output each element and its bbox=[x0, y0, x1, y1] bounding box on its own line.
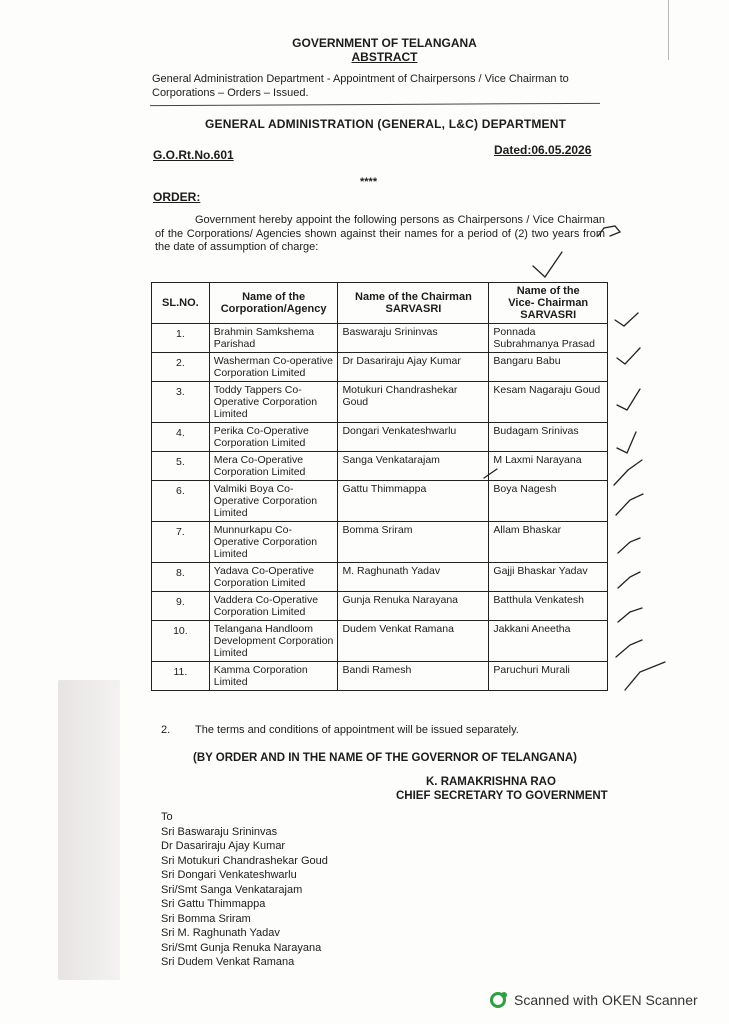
cell-slno: 5. bbox=[152, 452, 210, 481]
cell-vice-chairman: Gajji Bhaskar Yadav bbox=[489, 563, 608, 592]
recipient-list bbox=[161, 810, 328, 970]
government-heading: GOVERNMENT OF TELANGANA bbox=[292, 36, 477, 50]
cell-chairman: Dudem Venkat Ramana bbox=[338, 621, 489, 662]
cell-vice-chairman: Bangaru Babu bbox=[489, 353, 608, 382]
cell-slno: 6. bbox=[152, 481, 210, 522]
signatory-name: K. RAMAKRISHNA RAO bbox=[426, 776, 556, 788]
scan-smudge bbox=[58, 680, 120, 980]
table-row bbox=[152, 563, 608, 592]
cell-slno: 2. bbox=[152, 353, 210, 382]
cell-slno: 7. bbox=[152, 522, 210, 563]
table-row bbox=[152, 324, 608, 353]
cell-slno: 1. bbox=[152, 324, 210, 353]
header-chairman: Name of the Chairman SARVASRI bbox=[338, 283, 489, 324]
cell-vice-chairman: Boya Nagesh bbox=[489, 481, 608, 522]
cell-vice-chairman: Budagam Srinivas bbox=[489, 423, 608, 452]
tick-mark-icon bbox=[616, 640, 642, 657]
cell-chairman: Dr Dasariraju Ajay Kumar bbox=[338, 353, 489, 382]
cell-chairman: Baswaraju Srininvas bbox=[338, 324, 489, 353]
order-date: Dated:06.05.2026 bbox=[494, 143, 592, 157]
by-order-line: (BY ORDER AND IN THE NAME OF THE GOVERNOR OF TELANGANA) bbox=[193, 752, 577, 764]
recipient-label: To bbox=[161, 811, 173, 823]
table-row bbox=[152, 382, 608, 423]
cell-slno: 11. bbox=[152, 662, 210, 691]
cell-corporation: Telangana Handloom Development Corporation Limited bbox=[209, 621, 338, 662]
cell-corporation: Yadava Co-Operative Corporation Limited bbox=[209, 563, 338, 592]
abstract-heading: ABSTRACT bbox=[351, 50, 418, 64]
tick-mark-icon bbox=[618, 608, 642, 622]
tick-mark-icon bbox=[617, 432, 636, 453]
cell-vice-chairman: Batthula Venkatesh bbox=[489, 592, 608, 621]
cell-slno: 3. bbox=[152, 382, 210, 423]
scanner-watermark bbox=[490, 992, 698, 1008]
cell-slno: 8. bbox=[152, 563, 210, 592]
cell-slno: 9. bbox=[152, 592, 210, 621]
recipient-item: Sri Dudem Venkat Ramana bbox=[161, 956, 295, 968]
cell-chairman: Sanga Venkatarajam bbox=[338, 452, 489, 481]
cell-vice-chairman: M Laxmi Narayana bbox=[489, 452, 608, 481]
header-vice-chairman: Name of the Vice- Chairman SARVASRI bbox=[489, 283, 608, 324]
table-row bbox=[152, 621, 608, 662]
recipient-item: Sri Baswaraju Srininvas bbox=[161, 825, 278, 838]
cell-corporation: Perika Co-Operative Corporation Limited bbox=[209, 423, 338, 452]
tick-mark-icon bbox=[533, 252, 562, 277]
tick-mark-icon bbox=[615, 313, 638, 326]
cell-slno: 10. bbox=[152, 621, 210, 662]
recipient-item: Sri Gattu Thimmappa bbox=[161, 898, 266, 910]
recipient-item: Sri Dongari Venkateshwarlu bbox=[161, 869, 297, 881]
table-row bbox=[152, 423, 608, 452]
signatory-title: CHIEF SECRETARY TO GOVERNMENT bbox=[396, 790, 608, 802]
cell-vice-chairman: Ponnada Subrahmanya Prasad bbox=[489, 324, 608, 353]
tick-mark-icon bbox=[616, 494, 643, 515]
recipient-item: Sri M. Raghunath Yadav bbox=[161, 927, 280, 939]
order-paragraph: Government hereby appoint the following persons as Chairpersons / Vice Chairman of the Corporations/ Agencies shown against their names for a period of (2) two years from the date of assumption of charge: bbox=[155, 214, 605, 253]
cell-vice-chairman: Paruchuri Murali bbox=[489, 662, 608, 691]
recipient-item: Sri/Smt Sanga Venkatarajam bbox=[161, 883, 303, 896]
tick-mark-icon bbox=[614, 460, 642, 485]
table-row bbox=[152, 353, 608, 382]
cell-chairman: Gattu Thimmappa bbox=[338, 481, 489, 522]
cell-corporation: Vaddera Co-Operative Corporation Limited bbox=[209, 592, 338, 621]
cell-chairman: Bandi Ramesh bbox=[338, 662, 489, 691]
scanner-watermark-text: Scanned with OKEN Scanner bbox=[514, 992, 698, 1008]
header-slno: SL.NO. bbox=[152, 283, 210, 324]
cell-corporation: Washerman Co-operative Corporation Limited bbox=[209, 353, 338, 382]
cell-chairman: Dongari Venkateshwarlu bbox=[338, 423, 489, 452]
subject-line: General Administration Department - Appointment of Chairpersons / Vice Chairman to Corporations – Orders – Issued. bbox=[152, 73, 569, 99]
go-number: G.O.Rt.No.601 bbox=[153, 148, 234, 162]
cell-slno: 4. bbox=[152, 423, 210, 452]
table-row bbox=[152, 522, 608, 563]
appointments-table bbox=[151, 282, 608, 691]
cell-vice-chairman: Kesam Nagaraju Goud bbox=[489, 382, 608, 423]
table-row bbox=[152, 662, 608, 691]
terms-clause: 2. The terms and conditions of appointment will be issued separately. bbox=[161, 724, 519, 736]
cell-corporation: Brahmin Samkshema Parishad bbox=[209, 324, 338, 353]
tick-mark-icon bbox=[618, 572, 640, 588]
cell-vice-chairman: Allam Bhaskar bbox=[489, 522, 608, 563]
header-corporation: Name of the Corporation/Agency bbox=[209, 283, 338, 324]
department-heading: GENERAL ADMINISTRATION (GENERAL, L&C) DEPARTMENT bbox=[205, 117, 567, 131]
cell-corporation: Munnurkapu Co-Operative Corporation Limited bbox=[209, 522, 338, 563]
tick-mark-icon bbox=[625, 662, 665, 690]
recipient-item: Sri/Smt Gunja Renuka Narayana bbox=[161, 941, 322, 954]
table-row bbox=[152, 481, 608, 522]
signatory-block bbox=[396, 775, 608, 803]
table-header-row bbox=[152, 283, 608, 324]
cell-chairman: Motukuri Chandrashekar Goud bbox=[338, 382, 489, 423]
table-row bbox=[152, 452, 608, 481]
cell-corporation: Valmiki Boya Co-Operative Corporation Limited bbox=[209, 481, 338, 522]
recipient-item: Dr Dasariraju Ajay Kumar bbox=[161, 840, 286, 852]
cell-vice-chairman: Jakkani Aneetha bbox=[489, 621, 608, 662]
tick-mark-icon bbox=[618, 538, 640, 553]
cell-chairman: Gunja Renuka Narayana bbox=[338, 592, 489, 621]
tick-mark-icon bbox=[617, 389, 640, 410]
cell-corporation: Kamma Corporation Limited bbox=[209, 662, 338, 691]
cell-chairman: Bomma Sriram bbox=[338, 522, 489, 563]
separator-stars: **** bbox=[360, 176, 378, 188]
tick-mark-icon bbox=[617, 348, 640, 364]
cell-chairman: M. Raghunath Yadav bbox=[338, 563, 489, 592]
order-label: ORDER: bbox=[153, 190, 201, 204]
oken-scanner-logo-icon bbox=[490, 992, 506, 1008]
cell-corporation: Mera Co-Operative Corporation Limited bbox=[209, 452, 338, 481]
cell-corporation: Toddy Tappers Co-Operative Corporation Limited bbox=[209, 382, 338, 423]
recipient-item: Sri Bomma Sriram bbox=[161, 912, 251, 925]
table-row bbox=[152, 592, 608, 621]
subject-divider bbox=[150, 103, 600, 106]
recipient-item: Sri Motukuri Chandrashekar Goud bbox=[161, 854, 328, 867]
